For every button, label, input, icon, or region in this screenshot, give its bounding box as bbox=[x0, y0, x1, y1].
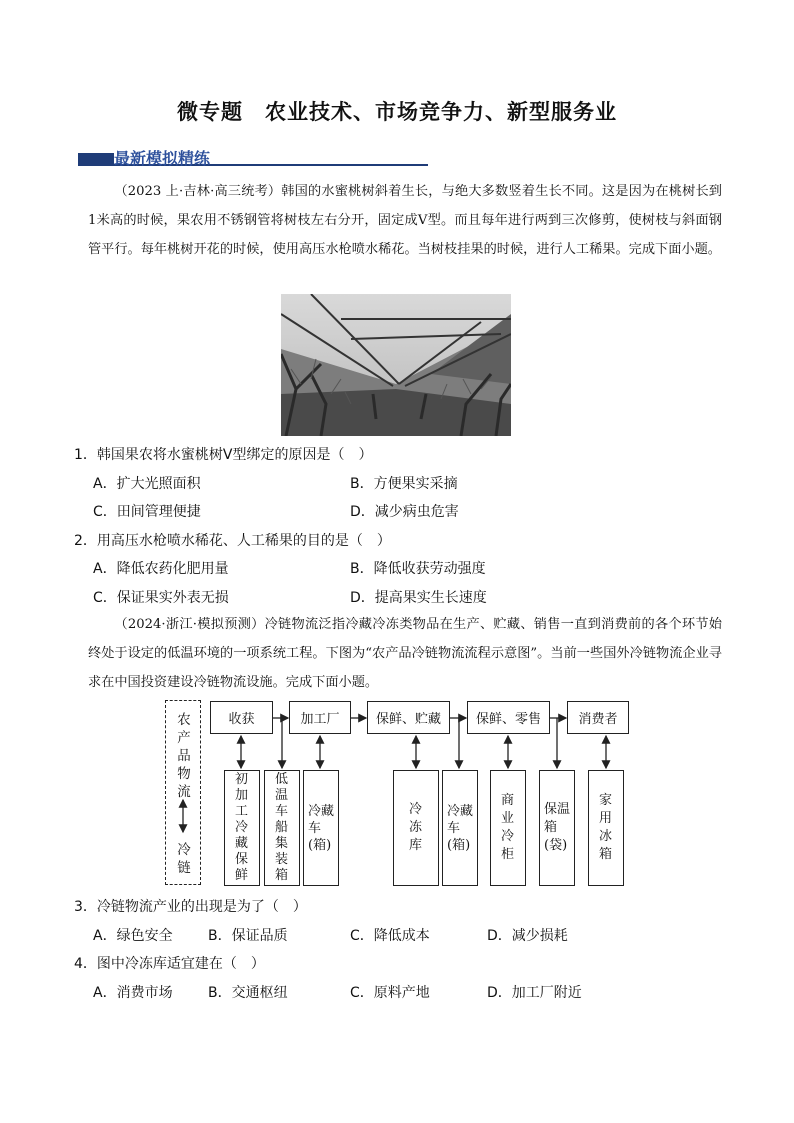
stage-consumer: 消费者 bbox=[567, 701, 629, 734]
page-title: 微专题 农业技术、市场竞争力、新型服务业 bbox=[177, 99, 617, 124]
q4-option-a: A．消费市场 bbox=[93, 985, 173, 1001]
facility-insulated-box-text: 保温箱(袋) bbox=[544, 802, 571, 853]
q1-option-a: A．扩大光照面积 bbox=[93, 476, 201, 492]
q1-option-b: B．方便果实采摘 bbox=[350, 476, 458, 492]
q3-option-a: A．绿色安全 bbox=[93, 928, 173, 944]
question-3-stem: 3．冷链物流产业的出现是为了（ ） bbox=[74, 899, 307, 915]
facility-home-fridge bbox=[588, 770, 624, 886]
facility-freezer-warehouse bbox=[393, 770, 439, 886]
stage-processing-plant: 加工厂 bbox=[289, 701, 351, 734]
facility-commercial-fridge bbox=[490, 770, 526, 886]
q2-option-d: D．提高果实生长速度 bbox=[350, 590, 487, 606]
stage-harvest: 收获 bbox=[210, 701, 273, 734]
q1-option-c: C．田间管理便捷 bbox=[93, 504, 201, 520]
q3-option-d: D．减少损耗 bbox=[487, 928, 568, 944]
facility-insulated-box bbox=[539, 770, 575, 886]
facility-initial-processing bbox=[224, 770, 260, 886]
facility-initial-processing-text: 初加工冷藏保鲜 bbox=[235, 772, 249, 883]
facility-refrigerated-truck-2-text: 冷藏车(箱) bbox=[447, 803, 474, 853]
q4-option-d: D．加工厂附近 bbox=[487, 985, 582, 1001]
facility-refrigerated-truck-1 bbox=[303, 770, 339, 886]
left-label-top bbox=[166, 711, 202, 801]
q3-option-b: B．保证品质 bbox=[208, 928, 288, 944]
q2-option-c: C．保证果实外表无损 bbox=[93, 590, 229, 606]
q2-option-b: B．降低收获劳动强度 bbox=[350, 561, 486, 577]
left-label-top-text: 农产品物流 bbox=[177, 712, 191, 800]
q2-option-a: A．降低农药化肥用量 bbox=[93, 561, 229, 577]
stage-storage: 保鲜、贮藏 bbox=[367, 701, 450, 734]
facility-home-fridge-text: 家用冰箱 bbox=[599, 793, 613, 862]
section-title: 最新模拟精练 bbox=[114, 149, 211, 168]
question-4-stem: 4．图中冷冻库适宜建在（ ） bbox=[74, 956, 265, 972]
facility-low-temp-transport-text: 低温车船集装箱 bbox=[275, 772, 289, 883]
left-label-bottom-text: 冷链 bbox=[177, 842, 191, 876]
q4-option-c: C．原料产地 bbox=[350, 985, 430, 1001]
facility-low-temp-transport bbox=[264, 770, 300, 886]
stage-retail: 保鲜、零售 bbox=[467, 701, 550, 734]
question-2-stem: 2．用高压水枪喷水稀花、人工稀果的目的是（ ） bbox=[74, 533, 391, 549]
q4-option-b: B．交通枢纽 bbox=[208, 985, 288, 1001]
passage-2: （2024·浙江·模拟预测）冷链物流泛指冷藏冷冻类物品在生产、贮藏、销售一直到消费前的各个环节始终处于设定的低温环境的一项系统工程。下图为“农产品冷链物流流程示意图”。当前一些国外冷链物流企业寻求在中国投资建设冷链物流设施。完成下面小题。 bbox=[88, 617, 722, 690]
question-1-stem: 1．韩国果农将水蜜桃树V型绑定的原因是（ ） bbox=[74, 447, 373, 463]
left-label-bottom bbox=[166, 841, 202, 877]
facility-commercial-fridge-text: 商业冷柜 bbox=[501, 793, 515, 862]
logistics-type-box bbox=[165, 700, 201, 885]
q1-option-d: D．减少病虫危害 bbox=[350, 504, 459, 520]
passage-1: （2023 上·吉林·高三统考）韩国的水蜜桃树斜着生长，与绝大多数竖着生长不同。这是因为在桃树长到1米高的时候，果农用不锈钢管将树枝左右分开，固定成V型。而且每年进行两到三次修剪，使树枝与斜面钢管平行。每年桃树开花的时候，使用高压水枪喷水稀花。当树枝挂果的时候，进行人工稀果。完成下面小题。 bbox=[88, 184, 722, 257]
q3-option-c: C．降低成本 bbox=[350, 928, 430, 944]
facility-refrigerated-truck-2 bbox=[442, 770, 478, 886]
facility-freezer-warehouse-text: 冷冻库 bbox=[409, 802, 423, 853]
facility-refrigerated-truck-1-text: 冷藏车(箱) bbox=[308, 803, 335, 853]
